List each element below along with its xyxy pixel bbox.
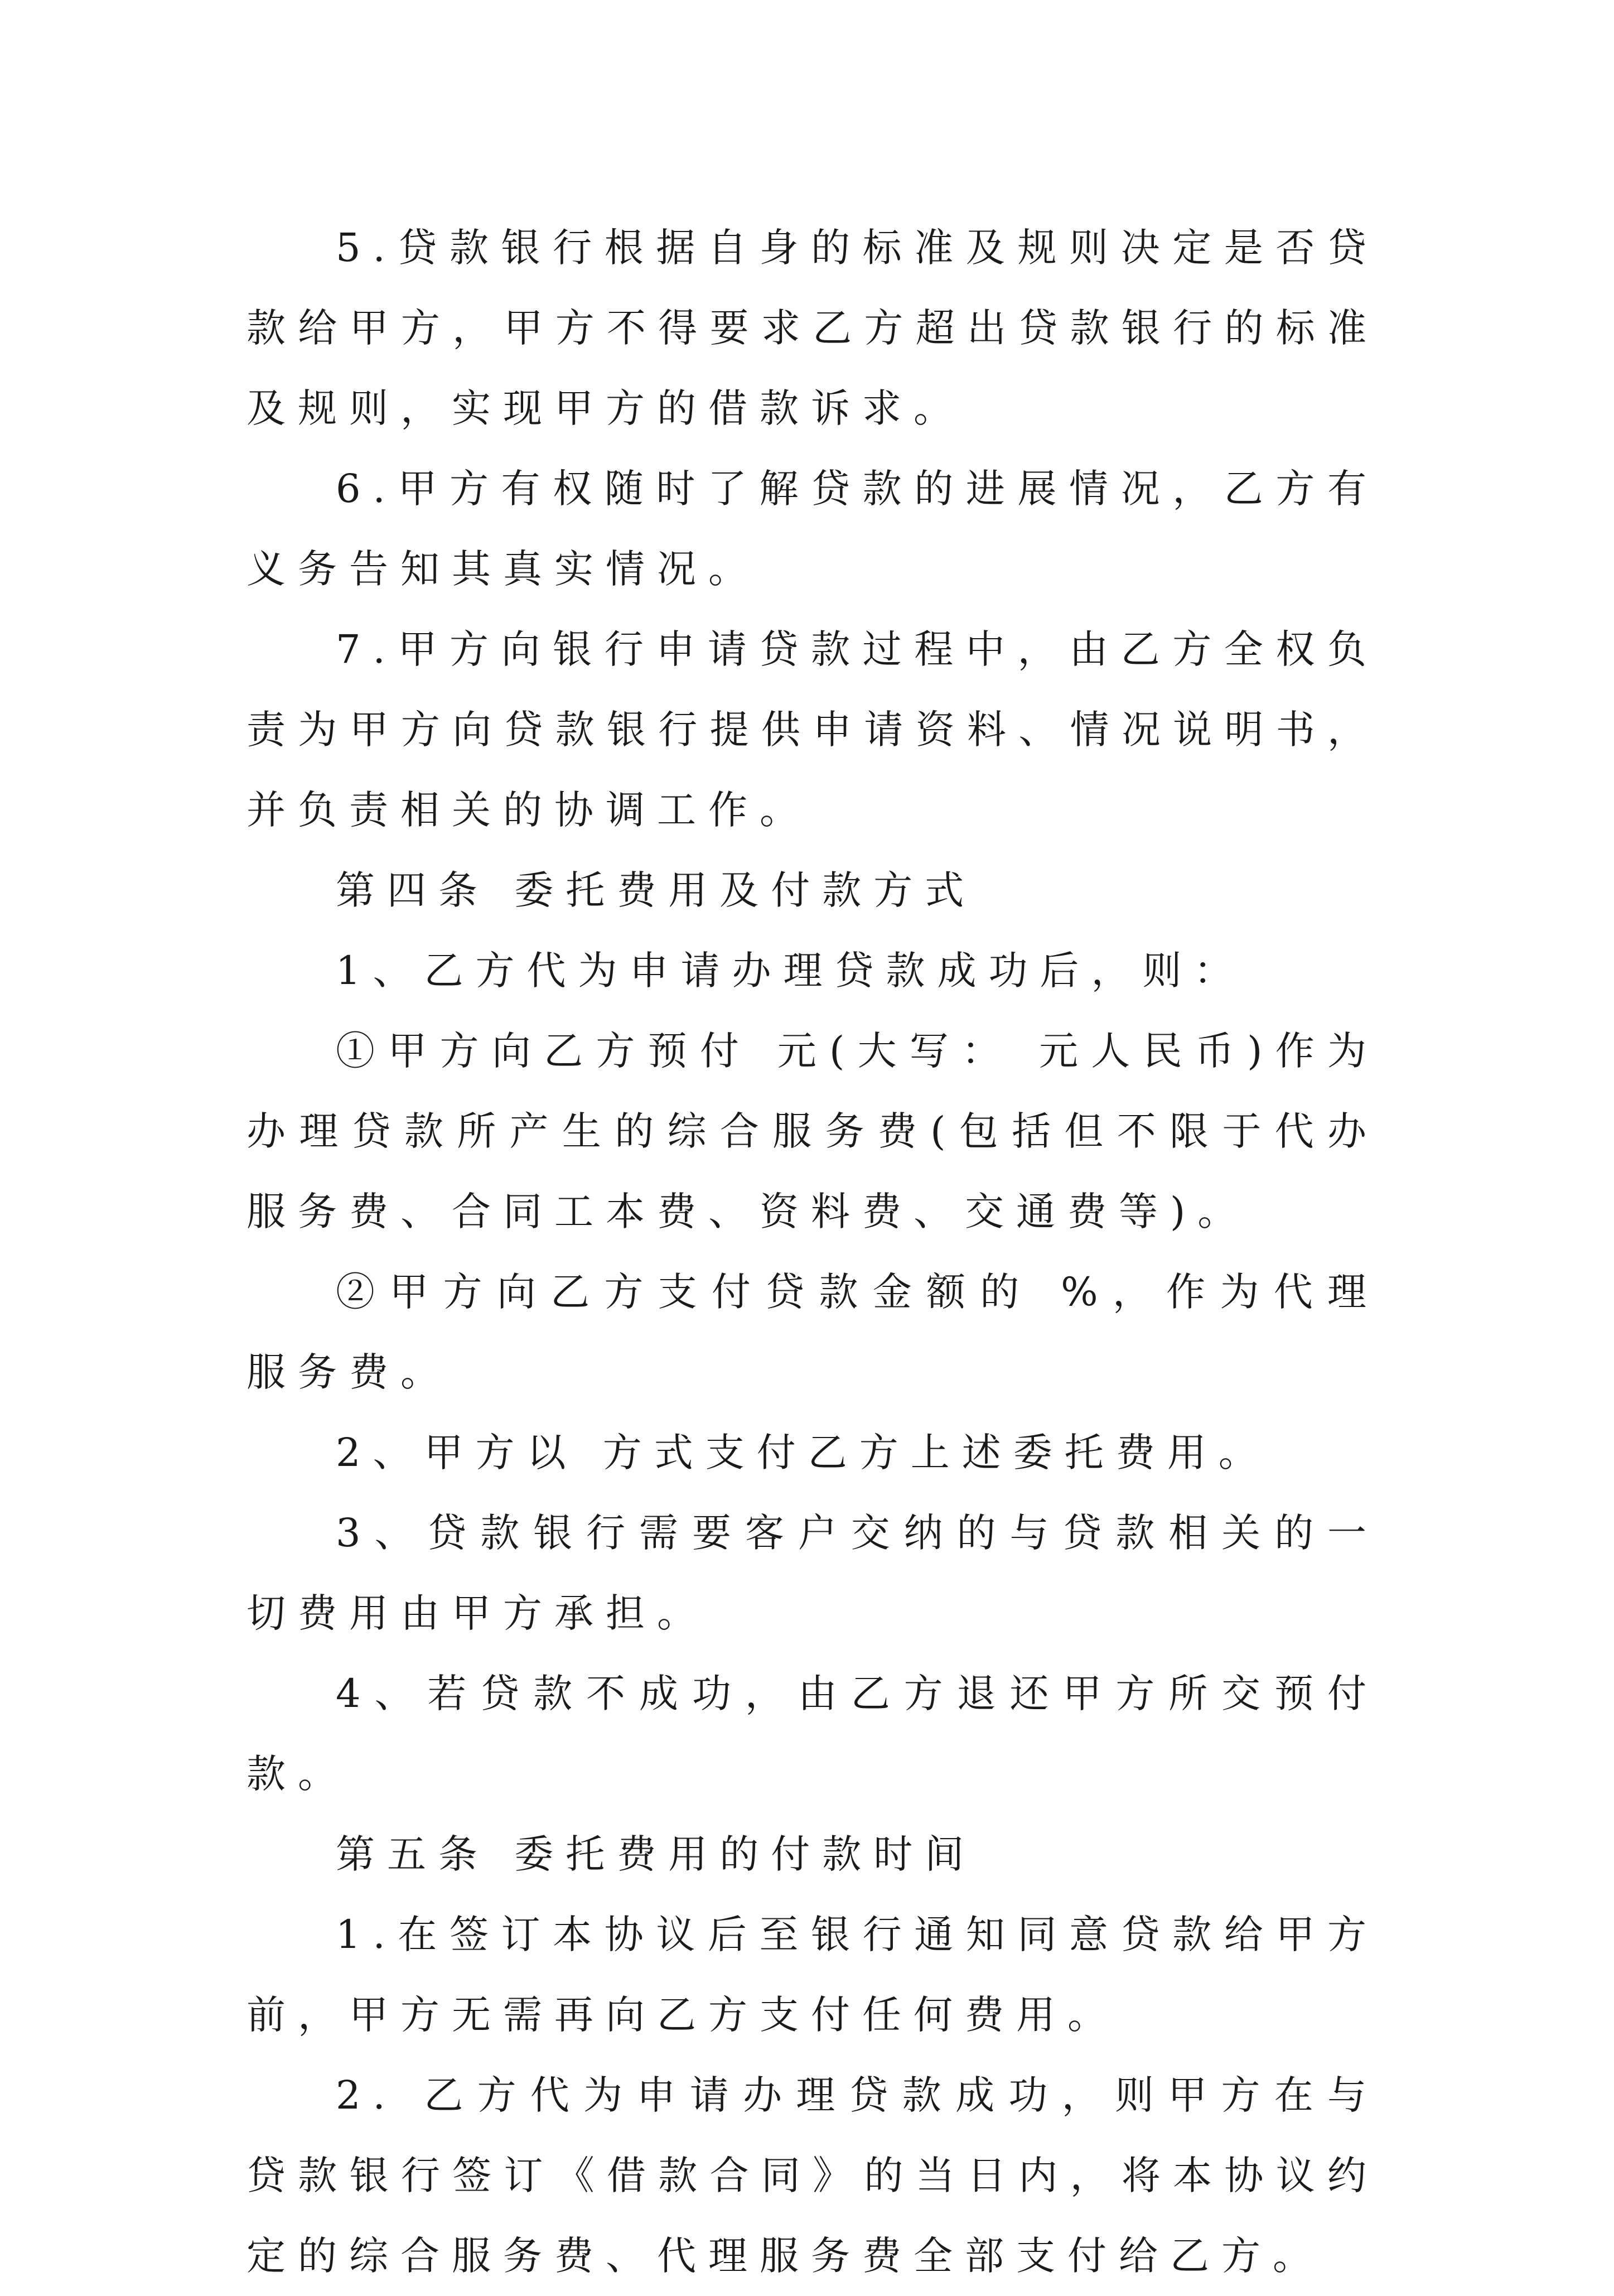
paragraph-clause-6: 6.甲方有权随时了解贷款的进展情况，乙方有义务告知其真实情况。: [247, 466, 1379, 592]
section-heading-article-4: 第四条 委托费用及付款方式: [336, 867, 977, 913]
paragraph-fee-1-b: ②甲方向乙方支付贷款金额的 %，作为代理服务费。: [247, 1269, 1379, 1395]
paragraph-clause-5: 5.贷款银行根据自身的标准及规则决定是否贷款给甲方，甲方不得要求乙方超出贷款银行的标准及规则，实现甲方的借款诉求。: [247, 225, 1379, 431]
paragraph-clause-7: 7.甲方向银行申请贷款过程中，由乙方全权负责为甲方向贷款银行提供申请资料、情况说明书，并负责相关的协调工作。: [247, 626, 1379, 833]
paragraph-fee-3: 3、贷款银行需要客户交纳的与贷款相关的一切费用由甲方承担。: [247, 1510, 1379, 1636]
section-heading-article-5: 第五条 委托费用的付款时间: [336, 1831, 977, 1877]
paragraph-payment-2: 2. 乙方代为申请办理贷款成功，则甲方在与贷款银行签订《借款合同》的当日内，将本协议约定的综合服务费、代理服务费全部支付给乙方。: [247, 2072, 1379, 2279]
paragraph-fee-4: 4、若贷款不成功，由乙方退还甲方所交预付款。: [247, 1671, 1379, 1797]
paragraph-fee-2: 2、甲方以 方式支付乙方上述委托费用。: [336, 1430, 1270, 1475]
document-body: [247, 208, 1379, 2296]
paragraph-payment-1: 1.在签订本协议后至银行通知同意贷款给甲方前，甲方无需再向乙方支付任何费用。: [247, 1912, 1379, 2038]
paragraph-fee-1-a: ①甲方向乙方预付 元(大写： 元人民币)作为办理贷款所产生的综合服务费(包括但不限于代办服务费、合同工本费、资料费、交通费等)。: [247, 1028, 1379, 1234]
paragraph-fee-1: 1、乙方代为申请办理贷款成功后，则：: [336, 948, 1245, 993]
